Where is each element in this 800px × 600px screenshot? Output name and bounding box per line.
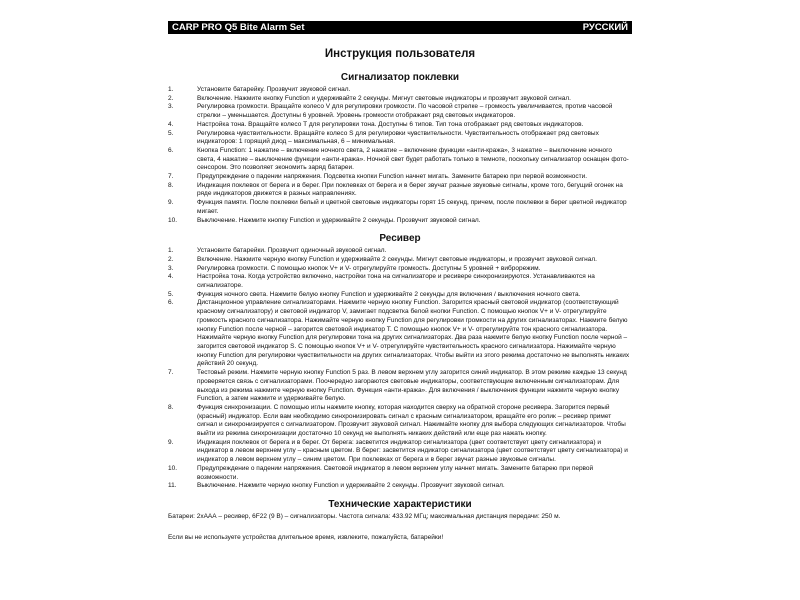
list-item-text: Установите батарейки. Прозвучит одиночный звуковой сигнал.	[197, 247, 387, 255]
list-item-number: 1.	[168, 247, 174, 255]
list-item-text: Индикация поклевок от берега и в берег. При поклевках от берега и в берег звучат разные звуковые сигналы, кроме того, бегущий огонек на ряде индикаторов движется в разных направлениях.	[197, 181, 623, 198]
list-item-text: Предупреждение о падении напряжения. Подсветка кнопки Function начнет мигать. Замените батарею при первой возможности.	[197, 173, 588, 181]
document-content	[168, 48, 632, 542]
list-item-text: Включение. Нажмите кнопку Function и удерживайте 2 секунды. Мигнут световые индикаторы и прозвучит звуковой сигнал.	[197, 94, 571, 102]
list-item-text: Выключение. Нажмите кнопку Function и удерживайте 2 секунды. Прозвучит звуковой сигнал.	[197, 216, 481, 224]
list-item	[168, 299, 632, 369]
list-item-text: Настройка тона. Вращайте колесо T для регулировки тона. Доступны 6 типов. Тип тона отображает ряд световых индикаторов.	[197, 120, 584, 128]
list-item-number: 8.	[168, 403, 174, 411]
list-item-number: 2.	[168, 94, 174, 102]
list-item-number: 7.	[168, 369, 174, 377]
list-item	[168, 273, 632, 290]
list-item-number: 4.	[168, 120, 174, 128]
list-item-text: Функция синхронизации. С помощью иглы нажмите кнопку, которая находится сверху на обратной стороне ресивера. Загорится первый (красный) индикатор. Если вам необходимо синхронизировать сигнал с красным сигнализатором, вращайте его ролик – ресивер примет сигнал и синхронизируется с сигнализатором. Прозвучит звуковой сигнал. Нажимайте кнопку для выбора следующих сигнализаторов. Чтобы выйти из режима синхронизации достаточно 10 секунд не выполнять никаких действий или еще раз нажать кнопку.	[197, 403, 626, 438]
list-item-number: 9.	[168, 199, 174, 207]
header-product-name: CARP PRO Q5 Bite Alarm Set	[172, 22, 305, 33]
list-item-number: 7.	[168, 173, 174, 181]
list-item	[168, 147, 632, 173]
list-item-text: Индикация поклевок от берега и в берег. От берега: засветится индикатор сигнализатора (цвет соответствует цвету сигнализатора) и индикатор в левом верхнем углу – красным цветом. В берег: засветится индикатор сигнализатора (цвет соответствует цвету сигнализатора) и индикатор в левом верхнем углу – синим цветом. При поклевках от берега и в берег звучат разные звуковые сигналы.	[197, 438, 628, 464]
list-item-number: 2.	[168, 255, 174, 263]
list-item-number: 11.	[168, 482, 177, 490]
page-title: Инструкция пользователя	[324, 48, 476, 60]
list-item-number: 8.	[168, 181, 174, 189]
list-item-text: Регулировка громкости. С помощью кнопок V+ и V- отрегулируйте громкость. Доступны 5 уровней + виброрежим.	[197, 264, 541, 272]
list-item-number: 3.	[168, 264, 174, 272]
list-item-text: Функция памяти. После поклевки белый и цветной световые индикаторы горят 15 секунд, причем, после поклевки в берег цветной индикатор мигает.	[197, 199, 627, 215]
list-item-number: 5.	[168, 290, 174, 298]
list-item-number: 5.	[168, 129, 174, 137]
list-item	[168, 217, 632, 226]
header-language: РУССКИЙ	[582, 22, 628, 33]
list-item-number: 4.	[168, 273, 174, 281]
section-title-receiver: Ресивер	[379, 233, 421, 245]
list-item	[168, 247, 632, 256]
list-item-number: 6.	[168, 299, 174, 307]
list-item-number: 6.	[168, 146, 174, 154]
list-item	[168, 103, 632, 120]
list-item-text: Функция ночного света. Нажмите белую кнопку Function и удерживайте 2 секунды для включения / выключения ночного света.	[197, 290, 581, 298]
list-item	[168, 121, 632, 130]
list-item	[168, 404, 632, 439]
list-item	[168, 465, 632, 482]
specs-text: Батареи: 2хААА – ресивер, 6F22 (9 В) – сигнализаторы. Частота сигнала: 433.92 МГц; максимальная дистанция передачи: 250 м.	[168, 512, 561, 520]
list-item	[168, 482, 632, 491]
list-item-number: 3.	[168, 103, 174, 111]
list-item-text: Кнопка Function: 1 нажатие – включение ночного света, 2 нажатие – включение функции «анти-кража», 3 нажатие – выключение ночного света, 4 нажатие – выключение функции «анти-кража». Ночной свет будет работать только в темноте, поскольку сигнализатор оснащен фото-сенсором. Это позволяет экономить заряд батареи.	[197, 146, 629, 172]
list-item-text: Настройка тона. Когда устройство включено, настройки тона на сигнализаторе и ресивере синхронизируются. Устанавливаются на сигнализаторе.	[197, 273, 595, 290]
list-item	[168, 173, 632, 182]
alarm-instructions-list	[168, 86, 632, 225]
list-item-text: Дистанционное управление сигнализаторами. Нажмите черную кнопку Function. Загорится красный световой индикатор (соответствующий красному сигнализатору) и световой индикатор V, замигает подсветка белой кнопки Function. С помощью кнопок V+ и V- отрегулируйте громкость красного сигнализатора. Нажимайте черную кнопку Function для регулировки громкости на других сигнализаторах. Нажмите белую кнопку Function после черной – загорится световой индикатор T. С помощью кнопок V+ и V- отрегулируйте тон красного сигнализатора. Нажимайте черную кнопку Function для регулировки тона на других сигнализаторах. Два раза нажмите белую кнопку Function после черной – загорится световой индикатор S. С помощью кнопок V+ и V- отрегулируйте чувствительность красного сигнализатора. Нажимайте черную кнопку Function для регулировки чувствительности на других сигнализаторах. Чтобы выйти из этого режима достаточно не выполнять никаких действий 20 секунд.	[197, 299, 630, 368]
list-item-text: Тестовый режим. Нажмите черную кнопку Function 5 раз. В левом верхнем углу загорится синий индикатор. В этом режиме каждые 13 секунд проверяется связь с сигнализаторами. Поочередно загораются световые индикаторы, соответствующие включенным сигнализаторам. Для выхода из режима нажмите черную кнопку Function. Функция «анти-кража». Для включения / выключения функции нажмите черную кнопку Function, а затем нажмите и удерживайте белую.	[197, 369, 627, 403]
list-item	[168, 369, 632, 404]
list-item	[168, 256, 632, 265]
section-title-specs: Технические характеристики	[328, 498, 472, 510]
list-item-text: Регулировка громкости. Вращайте колесо V для регулировки громкости. По часовой стрелке – громкость увеличивается, против часовой стрелки – уменьшается. Доступны 6 уровней. Уровень громкости отображает ряд световых индикаторов.	[197, 103, 613, 120]
list-item-number: 10.	[168, 216, 178, 224]
list-item	[168, 199, 632, 216]
list-item-number: 10.	[168, 464, 178, 472]
list-item-text: Регулировка чувствительности. Вращайте колесо S для регулировки чувствительности. Чувствительность отображает ряд световых индикаторов: 1 горящий диод – максимальная, 6 – минимальная.	[197, 129, 599, 146]
list-item	[168, 439, 632, 465]
receiver-instructions-list	[168, 247, 632, 491]
header-bar	[168, 21, 632, 34]
list-item-text: Включение. Нажмите черную кнопку Function и удерживайте 2 секунды. Мигнут световые индикаторы, и прозвучит звуковой сигнал.	[197, 255, 597, 263]
battery-note: Если вы не используете устройства длительное время, извлеките, пожалуйста, батарейки!	[168, 533, 444, 541]
list-item	[168, 182, 632, 199]
list-item-number: 1.	[168, 86, 174, 93]
list-item-text: Предупреждение о падении напряжения. Световой индикатор в левом верхнем углу начнет мигать. Замените батарею при первой возможности.	[197, 464, 594, 481]
list-item-text: Установите батарейку. Прозвучит звуковой сигнал.	[197, 86, 351, 93]
list-item	[168, 130, 632, 147]
list-item-text: Выключение. Нажмите черную кнопку Function и удерживайте 2 секунды. Прозвучит звуковой сигнал.	[197, 482, 505, 490]
list-item	[168, 86, 632, 95]
section-title-alarm: Сигнализатор поклевки	[340, 72, 460, 83]
list-item-number: 9.	[168, 438, 174, 446]
